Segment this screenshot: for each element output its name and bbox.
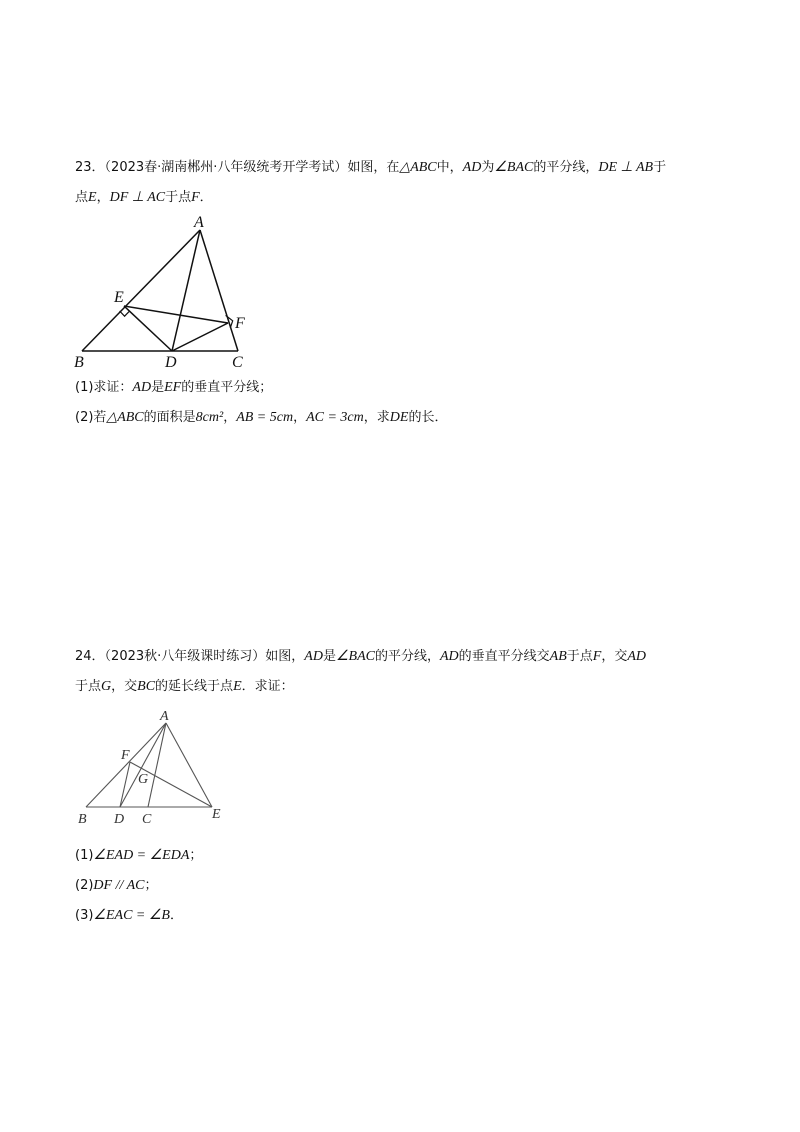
q23-text: 中， [436, 160, 463, 175]
q23-text: 于点 [165, 190, 192, 205]
q23-text: 如图，在 [347, 160, 400, 175]
q23-math: △ABC [106, 410, 144, 425]
q24-text: ； [189, 848, 203, 863]
q23-figure [70, 212, 270, 372]
part-label: (1) [75, 848, 94, 863]
q24-text: 的延长线于点 [155, 679, 234, 694]
label-E: E [114, 289, 124, 306]
q23-source: （2023春·湖南郴州·八年级统考开学考试） [104, 160, 348, 175]
label-G: G [138, 772, 149, 787]
q23-math: 8cm² [195, 410, 224, 425]
q24-math: F [592, 649, 602, 664]
q23-number: 23． [75, 160, 105, 175]
label-C: C [142, 812, 152, 827]
part-label: (1)求证： [75, 380, 133, 395]
q23-text: 的长． [408, 410, 448, 425]
part-label: (2) [75, 878, 94, 893]
q24-text: ； [144, 878, 158, 893]
segment-AB [82, 230, 200, 351]
q24-text: 如图， [265, 649, 305, 664]
q23-text: ，求 [363, 410, 390, 425]
q24-math: ∠EAD = ∠EDA [93, 848, 190, 863]
q23-math: △ABC [399, 160, 437, 175]
q24-part3 [75, 906, 183, 926]
q24-math: G [101, 679, 112, 694]
q24-math: DF // AC [93, 878, 145, 893]
segment-AC [200, 230, 238, 351]
q23-text: 是 [151, 380, 165, 395]
part-label: (2)若 [75, 410, 107, 425]
q24-math: ∠BAC [335, 649, 375, 664]
q24-text: 于点 [75, 679, 102, 694]
q23-text: ． [199, 190, 213, 205]
label-F: F [235, 315, 245, 332]
segment-AD [172, 230, 200, 351]
q24-math: AD [439, 649, 459, 664]
q23-text: 的面积是 [143, 410, 196, 425]
q23-math: AC = 3cm [306, 410, 364, 425]
q23-math: E [88, 190, 97, 205]
label-B: B [78, 812, 87, 827]
label-A: A [160, 709, 169, 724]
segment-AC [148, 723, 166, 807]
q24-text: ，交 [111, 679, 138, 694]
q23-math: AD [462, 160, 482, 175]
q23-text: ， [96, 190, 110, 205]
segment-DF [120, 762, 130, 807]
q23-math: EF [164, 380, 182, 395]
q23-line2 [75, 188, 213, 208]
q24-text: 于点 [566, 649, 593, 664]
q23-part1 [75, 378, 272, 398]
q24-math: AD [627, 649, 647, 664]
q24-line2 [75, 677, 294, 697]
label-B: B [74, 354, 84, 371]
q23-part2 [75, 408, 447, 428]
q23-math: AD [132, 380, 152, 395]
q23-text: 为 [481, 160, 495, 175]
q23-text: ， [293, 410, 307, 425]
right-angle-mark-E [120, 311, 130, 316]
label-F: F [121, 748, 130, 763]
q23-math: DE [389, 410, 409, 425]
q24-number: 24． [75, 649, 105, 664]
q23-math: DF ⊥ AC [109, 190, 166, 205]
q24-text: 的垂直平分线交 [458, 649, 550, 664]
q23-text: ， [223, 410, 237, 425]
q23-math: F [191, 190, 200, 205]
q23-math: DE ⊥ AB [598, 160, 654, 175]
q23-text: 于 [653, 160, 667, 175]
q24-math: AD [304, 649, 323, 664]
q24-source: （2023秋·八年级课时练习） [104, 649, 266, 664]
q24-math: BC [137, 679, 156, 694]
part-label: (3) [75, 908, 94, 923]
q23-text: 的垂直平分线； [181, 380, 273, 395]
q23-text: 点 [75, 190, 89, 205]
q24-math: AB [549, 649, 567, 664]
q24-text: 的平分线， [374, 649, 440, 664]
segment-DF [172, 323, 228, 351]
q24-part2 [75, 876, 158, 896]
q24-math: E [233, 679, 242, 694]
label-E: E [212, 807, 221, 822]
q24-text: ．求证： [241, 679, 294, 694]
q23-line1 [75, 158, 666, 178]
q23-text: 的平分线， [533, 160, 599, 175]
segment-AD [120, 723, 166, 807]
label-C: C [232, 354, 243, 371]
q23-math: AB = 5cm [236, 410, 294, 425]
label-A: A [194, 214, 204, 231]
label-D: D [165, 354, 177, 371]
q24-math: ∠EAC = ∠B [93, 908, 170, 923]
q23-math: ∠BAC [494, 160, 534, 175]
segment-AB [86, 723, 166, 807]
q24-figure [72, 705, 252, 830]
q24-text: 是 [322, 649, 336, 664]
q24-line1 [75, 647, 646, 667]
q24-part1 [75, 846, 202, 866]
label-D: D [114, 812, 125, 827]
q24-text: ，交 [601, 649, 628, 664]
q24-text: ． [169, 908, 183, 923]
